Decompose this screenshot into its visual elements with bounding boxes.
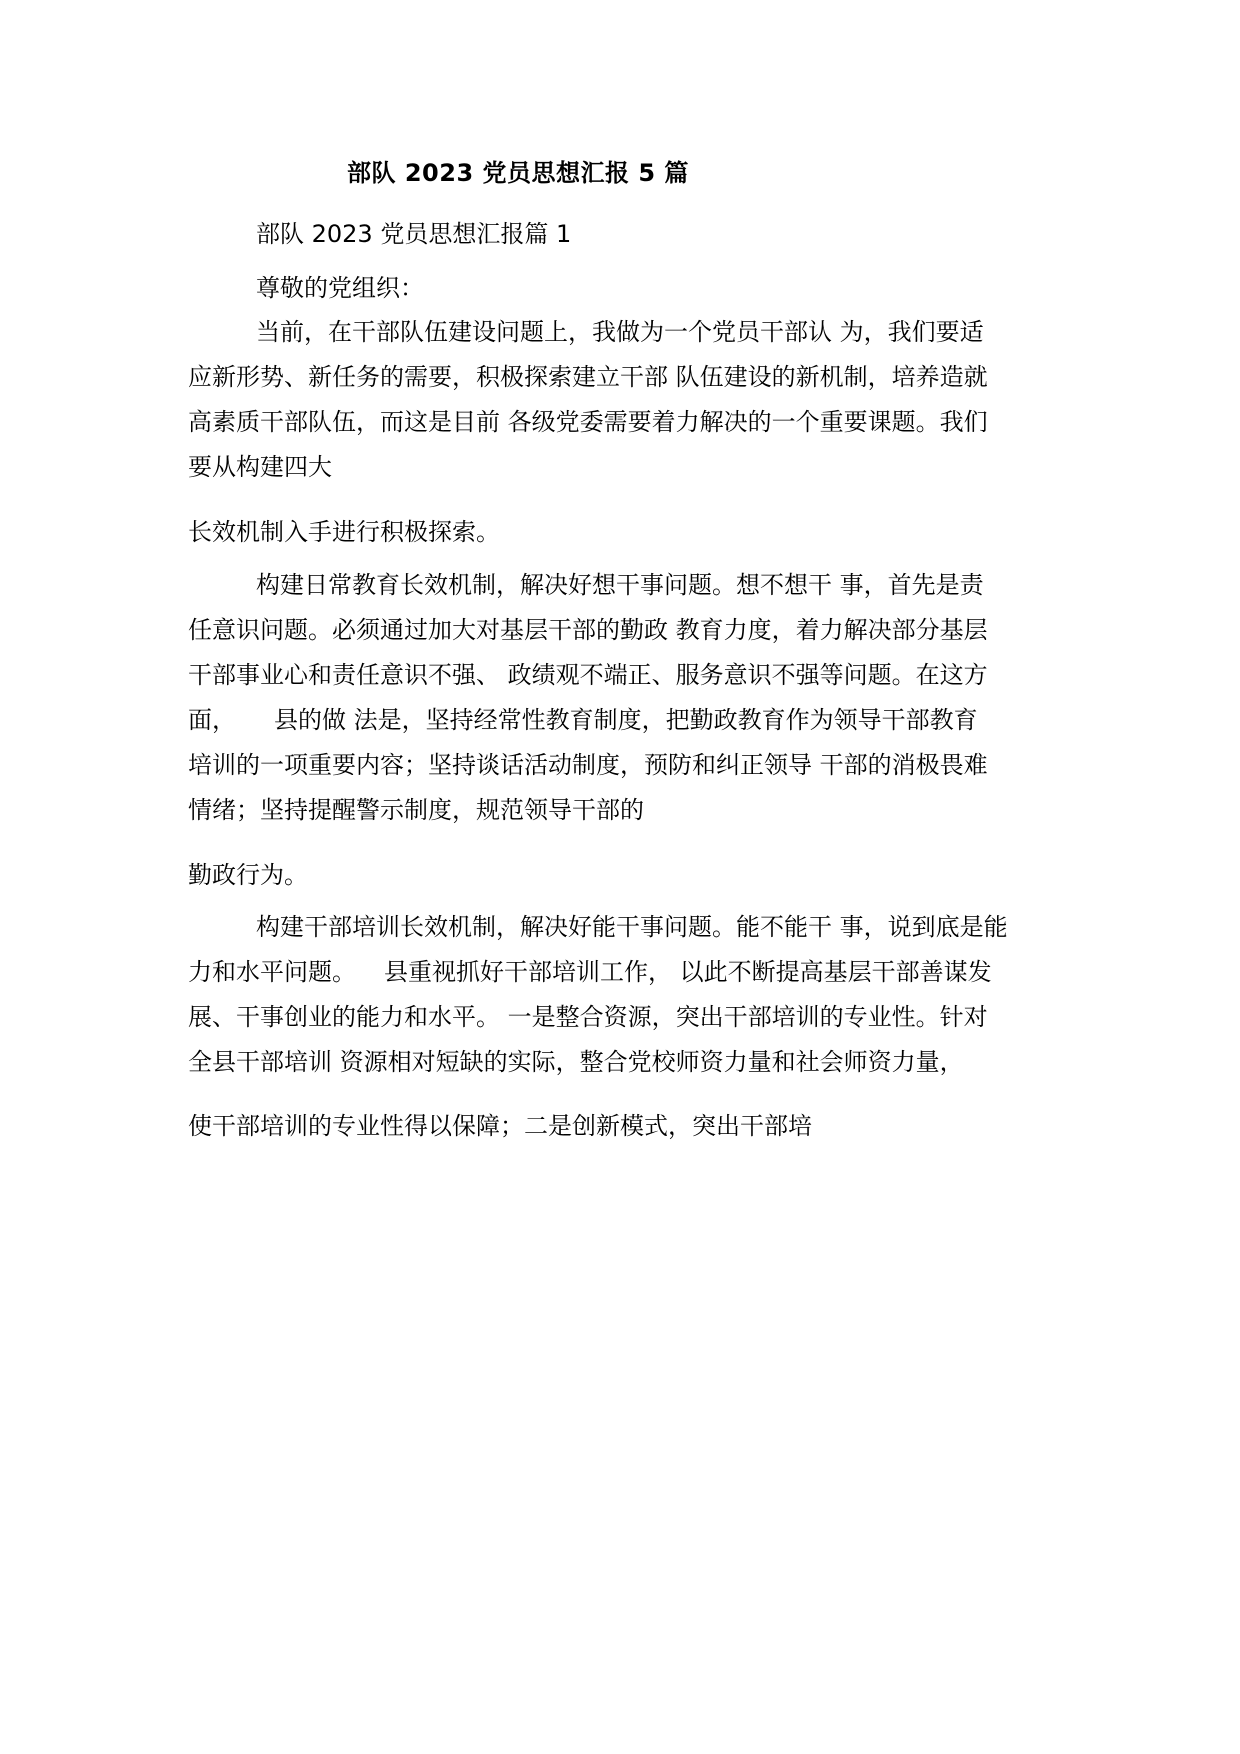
paragraph-2	[188, 563, 1068, 833]
paragraph-line: 勤政行为。	[188, 861, 308, 889]
paragraph-line	[188, 950, 1068, 995]
paragraph-line: 要从构建四大	[188, 453, 332, 481]
salutation: 尊敬的党组织：	[256, 274, 424, 302]
paragraph-2-tail	[188, 853, 1068, 898]
paragraph-line: 展、干事创业的能力和水平。 一是整合资源，突出干部培训的专业性。针对	[188, 1003, 988, 1031]
paragraph-line: 应新形势、新任务的需要，积极探索建立干部 队伍建设的新机制，培养造就	[188, 363, 988, 391]
paragraph-1-tail	[188, 510, 1068, 555]
paragraph-3-tail	[188, 1104, 1068, 1149]
paragraph-3	[188, 905, 1068, 1085]
paragraph-line: 长效机制入手进行积极探索。	[188, 518, 500, 546]
paragraph-line: 高素质干部队伍，而这是目前 各级党委需要着力解决的一个重要课题。我们	[188, 408, 988, 436]
paragraph-fragment: 面，	[188, 706, 236, 734]
paragraph-line	[188, 698, 1068, 743]
paragraph-line: 当前，在干部队伍建设问题上，我做为一个党员干部认 为，我们要适	[256, 318, 984, 346]
paragraph-line: 任意识问题。必须通过加大对基层干部的勤政 教育力度，着力解决部分基层	[188, 616, 988, 644]
paragraph-line: 构建日常教育长效机制，解决好想干事问题。想不想干 事，首先是责	[256, 571, 984, 599]
paragraph-fragment: 县的做 法是，坚持经常性教育制度，把勤政教育作为领导干部教育	[274, 706, 978, 734]
paragraph-line: 培训的一项重要内容；坚持谈话活动制度，预防和纠正领导 干部的消极畏难	[188, 751, 988, 779]
paragraph-line: 情绪；坚持提醒警示制度，规范领导干部的	[188, 796, 644, 824]
paragraph-1	[188, 310, 1068, 490]
document-title: 部队 2023 党员思想汇报 5 篇	[347, 159, 689, 187]
section-heading: 部队 2023 党员思想汇报篇 1	[256, 220, 572, 248]
paragraph-fragment: 县重视抓好干部培训工作， 以此不断提高基层干部善谋发	[384, 958, 992, 986]
paragraph-fragment: 力和水平问题。	[188, 958, 356, 986]
paragraph-line: 全县干部培训 资源相对短缺的实际，整合党校师资力量和社会师资力量，	[188, 1048, 964, 1076]
paragraph-line: 使干部培训的专业性得以保障；二是创新模式，突出干部培	[188, 1112, 812, 1140]
paragraph-line: 干部事业心和责任意识不强、 政绩观不端正、服务意识不强等问题。在这方	[188, 661, 988, 689]
paragraph-line: 构建干部培训长效机制，解决好能干事问题。能不能干 事，说到底是能	[256, 913, 1008, 941]
